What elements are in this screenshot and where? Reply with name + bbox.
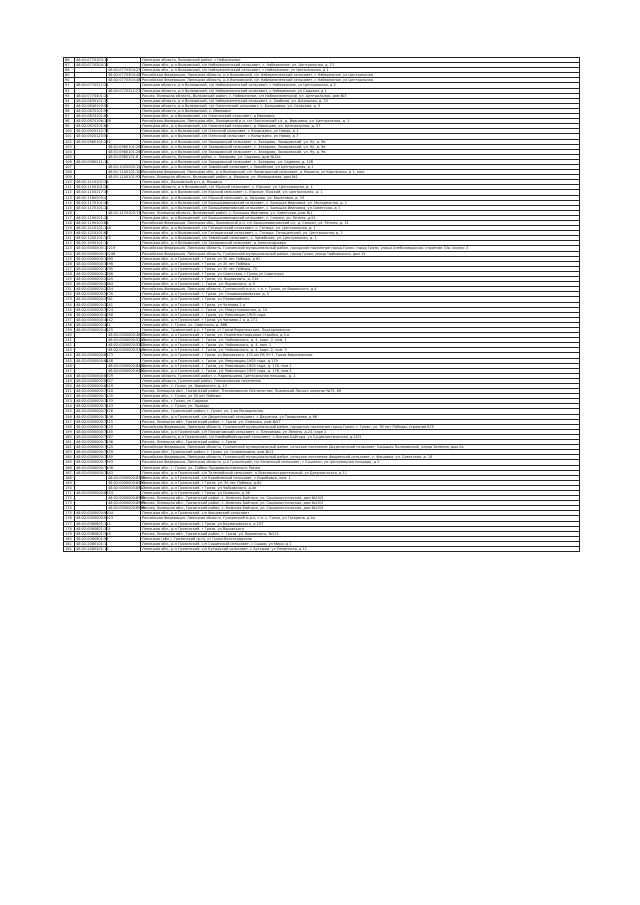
address: Липецкая обл., Грязинский р-н, г Грязи, ст Грязи-Воронежские, Подгорновская (141, 327, 580, 332)
cadastral-number: 48:02:0000000:2645 (76, 277, 113, 282)
row-number: 102 (64, 139, 75, 144)
address: Липецкая обл., р-н Грязинский, г. Грязи, ул. Революции 1905 года (141, 312, 580, 317)
object-number: 48:02:0000000:5311 (108, 343, 145, 348)
cadastral-number: 48:02:1150117:49 (76, 190, 109, 195)
address: Липецкая обл., р-н Грязинский, г. Грязи, ул. Чайковского, д. 4, корп. 2, пом. 1 (141, 338, 580, 343)
address: Липецкая область, р-н Волковский, с. Ивановка (141, 108, 580, 113)
cadastral-number: 48:02:0000000:2654 (76, 287, 113, 292)
row-number: 149 (64, 378, 75, 383)
address: Липецкая обл., р-н Волковский, с/п Набережненский сельсовет, с Набережное, ул Центральная, д 1 (141, 68, 580, 73)
row-number: 119 (64, 226, 75, 231)
address: Липецкая обл., р-н Грязинский, с/п Телелюйский сельсовет, п Всесоюзостроительный, ул Дзержинского, д 11 (141, 470, 580, 475)
cadastral-number: 48:02:0000000:7133 (76, 399, 113, 404)
object-number: 48:02:0770304:48 (108, 73, 141, 78)
address: Липецкая обл., р-н Грязинский, г Грязи, ул Челнова 2 я (141, 302, 580, 307)
cadastral-number: 48:02:0060601:301 (76, 526, 111, 531)
address: Липецкая обл., р-н Грязинский, г. Грязи, ул. Чайковского, д. 4, пом. 1 (141, 343, 580, 348)
row-number: 137 (64, 317, 75, 322)
object-number: 48:02:0000000:5320 (108, 348, 145, 353)
cadastral-number: 48:02:2080101:1 (76, 541, 107, 546)
row-number: 86 (64, 58, 75, 63)
address: Липецкая обл., Волковский р-н, д. Мишино (141, 180, 580, 185)
address: Российская Федерация, Липецкая область, Грязинский м.р-н, г.п. г. Грязи, ул Воровского, д.4 (141, 287, 580, 292)
address: Липецкая обл., р-н Грязинский, г Грязи, ул Советская, г Грязи ул Советская (141, 271, 580, 276)
address: Липецкая область, р-н Грязинский, с/п Кимбайбайгорский сельсовет, с.Никова Байгора, ул Социалистическая, д.20/3 (141, 434, 580, 439)
row-number: 140 (64, 333, 75, 338)
address: Российская Федерация, Липецкая область, р-н Волковский, с/п Набережненский сельсовет, с Набережное, ул Центральная (141, 73, 580, 78)
cadastral-number: 48:02:0000000:7350 (76, 455, 113, 460)
cadastral-number: 48:02:0000000:10219 (76, 246, 116, 251)
row-number: 176 (64, 516, 75, 521)
address: Российская Федерация, Липецкая область, Грязинский муниципальный район, городское поселение город Грязи, г. Грязи, ул. 30 лет Победы, строение 675 (141, 424, 580, 429)
row-number: 138 (64, 322, 75, 327)
cadastral-number: 48:02:0920112:78 (76, 129, 109, 134)
row-number: 122 (64, 241, 75, 246)
row-number: 133 (64, 297, 75, 302)
object-number: 48:02:0000000:8963 (108, 501, 145, 506)
address: Липецкая область, р-н Волковский, с/п Набережненский сельсовет, с Набережное, ул Центральная, д 2 (141, 83, 580, 88)
address: Липецкая обл., р-н Волковский, с/п Большеивановский сельсовет, с. Большая Ивановка, ул. Молодежная, д. 1 (141, 200, 580, 205)
row-number: 132 (64, 292, 75, 297)
table-body (64, 58, 580, 552)
row-number: 92 (64, 88, 75, 93)
row-number: 109 (64, 175, 75, 180)
address: Липецкая обл., р-н Волковский, с/п Гатищенский сельсовет, с. Гатище, Гатищенский, ул. Центральная, д. 1 (141, 231, 580, 236)
cadastral-number: 48:02:0000000:6857 (76, 378, 113, 383)
row-number: 90 (64, 78, 75, 83)
address: Липецкая обл., г. Грязи, ул. Тойбох Продовольственного Рынка (141, 465, 580, 470)
address: Липецкая обл., р-н Грязинский, с/п Коробовский сельсовет, с Коробовка, пом. 1 (141, 475, 580, 480)
address: Липецкая обл., р-н Грязинский, г Грязи, ул Чапаева 2 я, д 271 (141, 317, 580, 322)
row-number: 91 (64, 83, 75, 88)
address: Российская Федерация, Липецкая область, Грязинский муниципальный район, сельское поселение Фащевский сельсовет, с. Фащевка, ул. Советская, д. 14 (141, 455, 580, 460)
address: Липецкая обл., р-н Грязинский, г Грязи, ул Семашко, д 56 (141, 490, 580, 495)
row-number: 117 (64, 215, 75, 220)
address: Липецкая обл., р-н Волковский, с/п Захаровский сельсовет, д Александровка (141, 241, 580, 246)
cadastral-number: 48:02:0000000:2664 (76, 282, 113, 287)
row-number: 120 (64, 231, 75, 236)
address: Липецкая обл., р-н Грязинский, г Грязи, ул Первомайская (141, 297, 580, 302)
row-number: 171 (64, 490, 75, 495)
object-number: 48:02:0000000:8617 (108, 485, 145, 490)
row-number: 103 (64, 144, 75, 149)
cadastral-number: 48:02:2080201:19 (76, 547, 109, 551)
row-number: 153 (64, 399, 75, 404)
address: Липецкая обл., р-н Грязинский, г. Грязи, ул. Чайковского, д. 4, корп. 2, пом. 3 (141, 348, 580, 353)
object-number: 48:01:1170103:13 (108, 210, 141, 215)
table-row (64, 547, 580, 552)
row-number: 173 (64, 501, 75, 506)
address: Россия, Липецкая область, Волковский район, д. Мишино, ул. Молодежная, дом №1 (141, 175, 580, 180)
address: Липецкая обл., р-н Волковский, с/п Ожогинский сельсовет, д. Иванцово, ул. Центральная, д. 37 (141, 124, 580, 129)
cadastral-number: 48:02:0060601:99 (76, 536, 109, 541)
address: Россия, Липецкая область, Волковский район, с. Набережное, с/п Набережненский, ул. Центральная, дом №3 (141, 93, 580, 98)
row-number: 164 (64, 455, 75, 460)
row-number: 156 (64, 414, 75, 419)
row-number: 160 (64, 434, 75, 439)
row-number: 116 (64, 210, 75, 215)
row-number: 158 (64, 424, 75, 429)
cadastral-number: 48:02:1160203:4 (76, 195, 107, 200)
row-number: 128 (64, 271, 75, 276)
address: Российская Федерация, Липецкая обл., Волковский р-н, с/п Ожогинский с/с, д. Ивановка, ул. Центральная, д. 1 (141, 119, 580, 124)
row-number: 147 (64, 368, 75, 373)
address: Липецкая обл., р-н Волковский, с/п Захаровский сельсовет, с. Захарово, Захаровский, ул. 9у, д. 9в (141, 139, 580, 144)
address: Российская Федерация, Липецкая область, Грязинский м.р-н, с.п. с. Грязи, ул Гагарина, д.4а (141, 516, 580, 521)
address: Липецкая область, р-н Волковский, с/п Набережненский сельсовет, с. Злобино, ул. Школьная, д. 25 (141, 98, 580, 103)
row-number: 108 (64, 170, 75, 175)
address: Липецкая обл., р-н Волковский, с/п Замайский сельсовет, с. Замайское, ул. Центральная, д. 1 (141, 236, 580, 241)
row-number: 111 (64, 185, 75, 190)
cadastral-number: 48:02:0920123:51 (76, 134, 109, 139)
address: Липецкая область, р-н Волковский, с/п Ожогинский сельсовет, с. Большовка, ул. Сельская, д. 5 (141, 103, 580, 108)
row-number: 180 (64, 536, 75, 541)
row-number: 123 (64, 246, 75, 251)
row-number: 87 (64, 63, 75, 68)
row-number: 157 (64, 419, 75, 424)
object-number: 48:01:1100101:93 (108, 175, 141, 180)
object-number: 48:02:0770312:27 (108, 88, 141, 93)
cadastral-number: 48:02:0060601:315 (76, 531, 111, 536)
address: Липецкая обл., р-н Грязинский, г Грязи, ул 30 лет Победы, д 62 (141, 256, 580, 261)
cadastral-number: 48:02:1250101:175 (76, 236, 111, 241)
row-number: 143 (64, 348, 75, 353)
row-number: 150 (64, 384, 75, 389)
object-number: 48:02:0000000:5293 (108, 338, 145, 343)
address: Липецкая обл., р-н Грязинский, г Грязи, ул. Осипенко-Народная Стройка, д.5-а (141, 333, 580, 338)
address: Российская Федерация, Липецкая область, Грязинский муниципальный район, городское поселение город Грязи, город Грязи, улица Хлебозаводская, строение 33а, корпус 3 (141, 246, 580, 251)
row-number: 169 (64, 480, 75, 485)
cadastral-number: 48:02:0870106:126 (76, 119, 111, 124)
address: Липецкая обл., р-н Грязинский, г Грязи, ул Воровского, 470 км ПК 9+7, Грязи-Воронежские (141, 353, 580, 358)
object-number: 48:01:1020205:12 (108, 164, 141, 169)
object-number: 48:02:0000000:6481 (108, 368, 145, 373)
address: Липецкая (обл.), Грязинский (р-н), ст Грязи-Волгоградские (141, 536, 580, 541)
row-number: 127 (64, 266, 75, 271)
cadastral-number: 48:02:0000000:2735 (76, 292, 113, 297)
address: Липецкая область, р-н Волковский, с/п Набережненский сельсовет, с Набережное, ул Садовая, д 1 (141, 88, 580, 93)
cadastral-number: 48:02:0000000:6729 (76, 373, 113, 378)
cadastral-number: 48:02:0770312:24 (76, 83, 109, 88)
row-number: 88 (64, 68, 75, 73)
row-number: 135 (64, 307, 75, 312)
address: Липецкая обл., р-н Грязинский, г Грязи, ул Чайковского, д.4е (141, 485, 580, 490)
row-number: 96 (64, 108, 75, 113)
cadastral-number: 48:02:0000000:7406 (76, 465, 113, 470)
cadastral-number: 48:02:0000000:8634 (76, 490, 113, 495)
address: Липецкая область, р-н Волковский, с/п Юрский сельсовет, с. Юрское, ул. Центральная, д. 1 (141, 185, 580, 190)
row-number: 126 (64, 261, 75, 266)
cadastral-number: 48:02:0870101:53 (76, 108, 109, 113)
cadastral-number: 48:02:1190103:84 (76, 221, 109, 225)
row-number: 181 (64, 541, 75, 546)
address: Липецкая обл., р-н Грязинский, г. Грязи, ул. Революции 1905 года, д. 176, пом.1 (141, 363, 580, 368)
address: Липецкая область, Волковский район, с Набережное (141, 58, 580, 63)
row-number: 166 (64, 465, 75, 470)
row-number: 110 (64, 180, 75, 185)
cadastral-number: 48:02:0000000:1385 (76, 256, 113, 261)
row-number: 130 (64, 282, 75, 287)
cadastral-number: 48:02:0770304:15 (76, 63, 109, 68)
row-number: 172 (64, 496, 75, 501)
row-number: 113 (64, 195, 75, 200)
cadastral-number: 48:02:0870101:66 (76, 114, 109, 119)
row-number: 93 (64, 93, 75, 98)
cadastral-number: 48:02:0870201:65 (76, 124, 109, 129)
row-number: 125 (64, 256, 75, 261)
row-number: 174 (64, 506, 75, 511)
cadastral-number: 48:02:0000000:7315 (76, 419, 113, 424)
object-number: 48:01:0980101:265 (108, 144, 143, 149)
cadastral-number: 48:02:0000000:7236 (76, 414, 113, 419)
object-number: 48:02:0000000:8594 (108, 480, 145, 485)
address: Липецкая обл., р-н Грязинский, г Грязи, ул. Воровского, д. 21е (141, 277, 580, 282)
cadastral-number: 48:02:1170101:21 (76, 205, 109, 210)
cadastral-number: 48:02:0000000:9623 (76, 516, 113, 521)
row-number: 167 (64, 470, 75, 475)
row-number: 131 (64, 287, 75, 292)
address: Россия, Липецкая обл., Грязинский район, с. Кимская Байгора, ул. Социалистическая, дом №20/3 (141, 496, 580, 501)
cadastral-number: 48:02:0000000:7267 (76, 434, 113, 439)
address: Липецкая область, Волковский район, с. Захарово, ул. Садовая, дом №12а (141, 154, 580, 159)
address: Липецкая обл., р-н Грязинский, г. Грязи, ул. Революции 1905 года, д. 176, пом.3 (141, 368, 580, 373)
object-number: 48:02:0770304:23 (108, 68, 141, 73)
address: Липецкая обл., р-н Волковский, с/п Захаровский сельсовет, с. Захарово, ул. Садовая, д. 12б (141, 159, 580, 164)
cadastral-number: 48:02:0000000:2781 (76, 297, 113, 302)
cadastral-number: 48:02:0000000:1795 (76, 266, 113, 271)
cadastral-number: 48:02:0060601:111 (76, 521, 111, 526)
cadastral-number: 48:02:0000000:3041 (76, 302, 113, 307)
cadastral-number: 48:02:0000000:7226 (76, 409, 113, 414)
object-number: 48:02:0000000:6492 (108, 363, 145, 368)
object-number: 48:02:0770304:48 (108, 78, 141, 83)
cadastral-number: 48:02:0000000:4342 (76, 317, 113, 322)
row-number: 141 (64, 338, 75, 343)
row-number: 100 (64, 129, 75, 134)
address: Липецкая обл., Грязинский район, г. Грязи, ул. 2-ая Молодежная (141, 409, 580, 414)
address: Липецкая обл., г. Грязи, ул. Правды (141, 404, 580, 409)
address: Российская Федерация, Липецкая область, р-н Грязинский, с/п Казинский сельсовет, с Сошенки, ул Центральная площадь, д 2 (141, 460, 580, 465)
cadastral-number: 48:02:0000000:6448 (76, 358, 113, 363)
address: Россия, Липецкая обл., Грязинский район, г. Грязи (141, 440, 580, 445)
address: Липецкая обл., р-н Грязинский, г Грязи, ул. 30 лет Победы, д.62 (141, 480, 580, 485)
row-number: 99 (64, 124, 75, 129)
address: Липецкая обл., р-н Грязинский, г. Грязи, ул. Воровского, д. 5 (141, 282, 580, 287)
row-number: 155 (64, 409, 75, 414)
address: Липецкая обл., р-н Волковский, с/п Захаровский сельсовет, с. Захарово, Захаровский, ул. 9у, д. 9в (141, 149, 580, 154)
address: Липецкая обл., р-н Волковский, с/п Юрский сельсовет, с. Юрское, Юрский, ул. Центральная, д. 1 (141, 190, 580, 195)
row-number: 115 (64, 205, 75, 210)
cadastral-number: 48:02:0000000:7016 (76, 389, 113, 394)
row-number: 114 (64, 200, 75, 205)
row-number: 182 (64, 547, 75, 552)
address: Россия, Липецкая обл., Грязинский район, Плехановское Лесничество, Лозовский Лесхоз, квартал №79, 89 (141, 389, 580, 394)
address: Липецкая обл., р-н Волковский, с/п Большеивановский сельсовет, с. Сапрон, ул. Речная, д.51 (141, 215, 580, 220)
row-number: 112 (64, 190, 75, 195)
row-number: 178 (64, 526, 75, 531)
address: Российская Федерация, Липецкая область, Грязинский муниципальный район, сельское поселение Двуреченский сельсовет, Большая Поляновский, улица Зеленая, дом 2а (141, 445, 580, 450)
cadastral-number: 48:02:0000000:10246 (76, 251, 116, 256)
row-number: 152 (64, 394, 75, 399)
row-number: 89 (64, 73, 75, 78)
cadastral-number: 48:02:0770401:21 (76, 93, 109, 98)
address: Россия, Липецкая обл., Грязинский район, с. Кимская Байгора, ул. Социалистическая, дом №20/3 (141, 506, 580, 511)
address: Липецкая обл., р-н Грязинский, с/п Фащевский сельсовет (141, 511, 580, 516)
row-number: 146 (64, 363, 75, 368)
object-number: 48:01:0980101:8 (107, 154, 141, 159)
cadastral-number: 48:02:1190101:21 (76, 215, 109, 220)
row-number: 142 (64, 343, 75, 348)
cadastral-number: 48:02:1210101:118 (76, 226, 111, 231)
address: Липецкая обл., р-н Волковский, с/п Олесский сельсовет, с Козынкино, ул Новая, д 1 (141, 129, 580, 134)
address: Липецкая обл., р-н Волковский, с/п Замайский сельсовет, с Замайское, ул Центральная, д 1 (141, 164, 580, 169)
address: Липецкая обл., р-н Волковский, с/п Набережненский сельсовет, с. Набережное, ул. Центральная, д. 21 (141, 63, 580, 68)
row-number: 148 (64, 373, 75, 378)
cadastral-number: 48:02:0000000:7229 (76, 424, 113, 429)
row-number: 97 (64, 114, 75, 119)
cadastral-number: 48:02:0000000:7325 (76, 445, 113, 450)
cadastral-number: 48:02:0770103:14 (76, 58, 109, 62)
row-number: 134 (64, 302, 75, 307)
cadastral-number: 48:02:0000000:7143 (76, 404, 113, 409)
cadastral-number: 48:02:0840103:51 (76, 103, 109, 108)
cadastral-number: 48:02:1210101:67 (76, 231, 109, 236)
address: Липецкая обл., Грязинский район, г. Грязи, ул. Осоавиахима, дом №11 (141, 450, 580, 455)
row-number: 106 (64, 159, 75, 164)
address: Липецкая обл., р-н Грязинский, с/п Бутырский сельсовет, с Бутырки, ул Ленинская, д 11 (141, 547, 580, 552)
address: Липецкая обл., р-н Волковский, с/п Ожогинский сельсовет, д Ивановка (141, 114, 580, 119)
row-number: 162 (64, 445, 75, 450)
row-number: 124 (64, 251, 75, 256)
address: Липецкая обл., р-н Грязинский, с/п Сошинский сельсовет, с Сошки, ул Мира, д 1 (141, 541, 580, 546)
row-number: 177 (64, 521, 75, 526)
address: Российская Федерация, Липецкая обл., р-н Волковский, с/п Ломигорский сельсовет, д Мишино, ул Кирпичная, д 1, пом. (141, 170, 580, 175)
row-number: 159 (64, 429, 75, 434)
row-number: 154 (64, 404, 75, 409)
address: Липецкая обл., р-н Волковский, с/п Большеивановский сельсовет, с. Большая Ивановка, ул Советская, д 1 (141, 205, 580, 210)
cadastral-number: 48:02:0000000:7393 (76, 460, 113, 465)
row-number: 105 (64, 154, 75, 159)
cadastral-number: 48:02:0000000:3724 (76, 307, 113, 312)
cadastral-number: 48:02:0830101:37 (76, 98, 109, 103)
address: Липецкая обл., р-н Волковский, с/п Гатищенский сельсовет, с. Гатище, ул. Центральная, д. 1 (141, 226, 580, 231)
object-number: 48:02:0000000:8968 (108, 506, 145, 511)
address: Российская Федерация, Липецкая область, р-н Волковский, с/п Набережненский сельсовет, с Набережное, ул Центральная (141, 78, 580, 83)
row-number: 101 (64, 134, 75, 139)
row-number: 165 (64, 460, 75, 465)
address: Липецкая область, Грязинский район, с. Карамышево, Центральная площадь, д. 1 (141, 373, 580, 378)
address: Липецкая обл., р-н Грязинский, г. Грязи, ул. Индустриальная, д. 10 (141, 307, 580, 312)
address: Липецкая обл., р-н Грязинский, г Грязи, ул 30 лет Победы (141, 261, 580, 266)
cadastral-number: 48:02:0000000:4056 (76, 312, 113, 317)
row-number: 163 (64, 450, 75, 455)
row-number: 168 (64, 475, 75, 480)
row-number: 161 (64, 440, 75, 445)
cadastral-number: 48:02:1150101:24 (76, 185, 109, 190)
row-number: 139 (64, 327, 75, 332)
cadastral-number: 48:02:0000000:4625 (76, 327, 113, 332)
row-number: 107 (64, 164, 75, 169)
row-number: 104 (64, 149, 75, 154)
row-number: 98 (64, 119, 75, 124)
address: Липецкая область, Грязинский район, Плехановское поселение (141, 378, 580, 383)
cadastral-number: 48:02:0000000:3296 (76, 261, 113, 266)
address: Липецкая обл., р-н Волковский, с/п Захаровский сельсовет, с. Захарово, Захаровский, ул. 9у, д. 9в (141, 144, 580, 149)
address: Липецкая обл., р-н Волковский, с/п Олесский сельсовет, с Козынкино, ул Новая, д 7 (141, 134, 580, 139)
address: Россия, Липецкая область, Волковский район, с. Большая Ивановка, ул. Советская, дом №1 (141, 210, 580, 215)
cadastral-number: 48:02:0000000:7125 (76, 394, 113, 399)
address: Липецкая обл., р-н Грязинский, с/п Плехановский сельсовет, с. Плеханово, ул Ленина, д.24, корп 2 (141, 429, 580, 434)
address: Липецкая обл., р-н Грязинский, г. Грязи, ул. Осоавиахимовская, д. 5 (141, 292, 580, 297)
row-number: 145 (64, 358, 75, 363)
row-number: 118 (64, 221, 75, 226)
address: Липецкая обл., г Грязи, ул Садовая (141, 399, 580, 404)
cadastral-number: 48:02:0980211:16 (76, 159, 109, 164)
row-number: 95 (64, 103, 75, 108)
address: Россия, Липецкая обл., Грязинский район, г. Грязи, ул. Семашко, дом №57 (141, 419, 580, 424)
address: Липецкая обл., р-н Грязинский, с/п Двуреченский сельсовет, с Двуречки, ул Тимирязева, д 66 (141, 414, 580, 419)
cadastral-number: 48:02:0000000:6929 (76, 384, 113, 388)
row-number: 94 (64, 98, 75, 103)
row-number: 170 (64, 485, 75, 490)
address: Липецкая обл., р-н Грязинский, г Грязи, ул Баумановского, д 257 (141, 521, 580, 526)
address: Россия, Липецкая обл., Грязинский район, г. Грязи, ул. Воровского, №215 (141, 531, 580, 536)
object-number: 48:02:0000000:4877 (108, 333, 145, 338)
row-number: 144 (64, 353, 75, 358)
cadastral-number: 48:02:1170101:43 (76, 200, 109, 205)
address: Липецкая обл., г. Грязи, ул 30 лет Победы (141, 394, 580, 399)
row-number: 179 (64, 531, 75, 536)
object-number: 48:02:0000000:8336 (108, 475, 145, 480)
object-number: 48:02:0000000:8962 (108, 496, 145, 501)
row-number: 121 (64, 236, 75, 241)
object-number: 48:01:0980101:267 (108, 149, 143, 154)
cadastral-number: 48:02:0000000:9204 (76, 511, 113, 516)
cadastral-number: 48:02:1110107:22 (76, 180, 109, 185)
address: Россия, Липецкая обл., Грязинский район, с. Кимская Байгора, ул. Социалистическая, дом №20/3 (141, 501, 580, 506)
cadastral-number: 48:02:0980101:231 (76, 139, 111, 144)
object-number: 48:01:1100101:101 (108, 170, 143, 175)
cadastral-number: 48:02:0000000:7329 (76, 450, 113, 455)
row-number: 129 (64, 277, 75, 282)
address: Российская Федерация, Липецкая область, Грязинский муниципальный район, город Грязи, улица Чайковского, дом 15 (141, 251, 580, 256)
address: Липецкая обл., г. Грязи, ул. Воровского, д. 15 (141, 384, 580, 389)
cadastral-number: 48:02:0000000:1766 (76, 271, 113, 276)
cadastral-number: 48:02:0000000:7298 (76, 440, 113, 445)
address: Липецкая обл., р-н Грязинский, г. Грязи, ул. Революции 1905 года, д.179 (141, 358, 580, 363)
data-table (63, 57, 580, 552)
object-number (107, 547, 141, 552)
cadastral-number: 48:02:1930101:15 (76, 241, 109, 246)
row-number: 136 (64, 312, 75, 317)
cadastral-number: 48:02:0000000:6273 (76, 353, 113, 358)
address: Липецкая обл., р-н Грязинский, г Грязи, ул 30 лет Победы, 75 (141, 266, 580, 271)
address: Российская Федерация, Липецкая обл., Волковский р-н, с/п Большеивановский с/с, д. Сапрон, ул. Речная, д. 31 (141, 221, 580, 226)
address: Липецкая обл., р-н Волковский, с/п Юрский сельсовет, д. Хитрово, ул. Береговая, д. 33 (141, 195, 580, 200)
cadastral-number: 48:02:0000000:7443 (76, 470, 113, 475)
address: Липецкая обл., р-н Грязинский, г Грязи, ул Воровского (141, 526, 580, 531)
row-number: 151 (64, 389, 75, 394)
cadastral-number: 48:02:0000000:441 (76, 322, 111, 327)
address: Липецкая обл., г. Грязи, ул. Советская, д. 68б (141, 322, 580, 327)
cadastral-number: 48:02:0000000:7245 (76, 429, 113, 434)
row-number: 175 (64, 511, 75, 516)
